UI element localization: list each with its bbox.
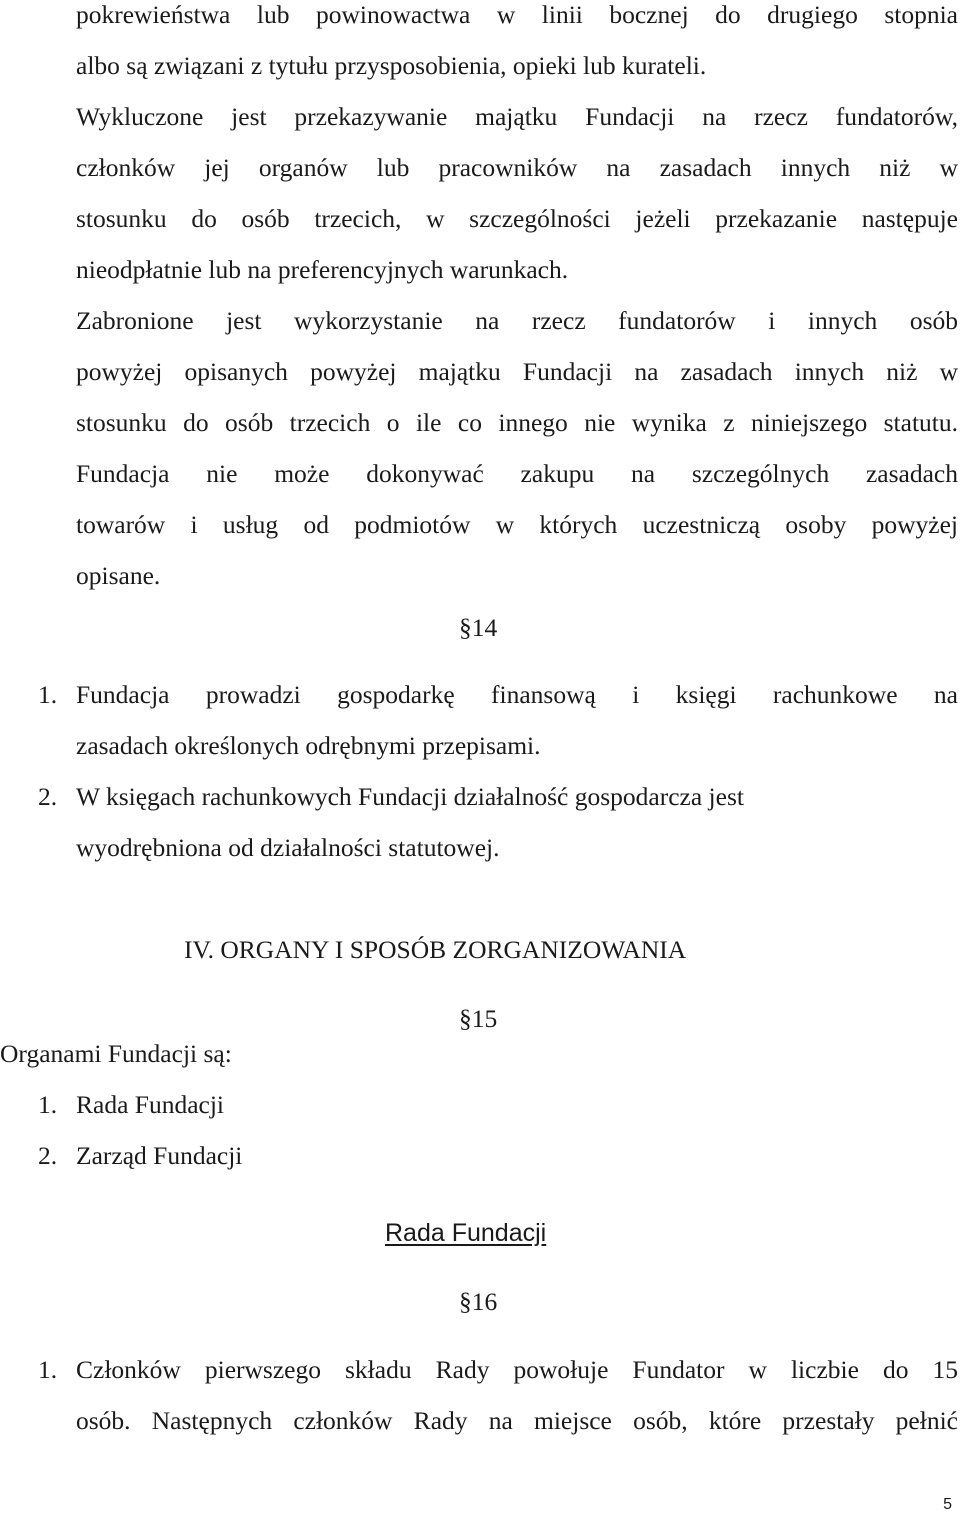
list-number: 2.	[38, 1141, 58, 1170]
paragraph-number-14: §14	[459, 613, 498, 642]
subheading: Rada Fundacji	[385, 1219, 547, 1247]
text-line: stosunku do osób trzecich o ile co innego nie wynika z niniejszego statutu.	[76, 408, 958, 437]
text-line: powyżej opisanych powyżej majątku Fundacji na zasadach innych niż w	[76, 357, 958, 386]
text-line: nieodpłatnie lub na preferencyjnych warunkach.	[76, 255, 569, 284]
text-line: opisane.	[76, 561, 161, 590]
list-number: 1.	[38, 1355, 58, 1384]
text-line: albo są związani z tytułu przysposobienia, opieki lub kurateli.	[76, 51, 707, 80]
text-line: pokrewieństwa lub powinowactwa w linii bocznej do drugiego stopnia	[76, 0, 958, 29]
section-heading: IV. ORGANY I SPOSÓB ZORGANIZOWANIA	[184, 935, 687, 964]
text-line: Fundacja nie może dokonywać zakupu na szczególnych zasadach	[76, 459, 958, 488]
text-line: Wykluczone jest przekazywanie majątku Fundacji na rzecz fundatorów,	[76, 102, 958, 131]
text-line: Fundacja prowadzi gospodarkę finansową i księgi rachunkowe na	[76, 680, 958, 709]
text-line: osób. Następnych członków Rady na miejsce osób, które przestały pełnić	[76, 1406, 958, 1435]
text-line: wyodrębniona od działalności statutowej.	[76, 833, 500, 862]
list-item: Zarząd Fundacji	[76, 1141, 243, 1170]
paragraph-number-15: §15	[459, 1004, 498, 1033]
text-line: stosunku do osób trzecich, w szczególności jeżeli przekazanie następuje	[76, 204, 958, 233]
text-line: członków jej organów lub pracowników na zasadach innych niż w	[76, 153, 958, 182]
page-number: 5	[943, 1496, 952, 1513]
text-line: W księgach rachunkowych Fundacji działalność gospodarcza jest	[76, 782, 744, 811]
list-number: 2.	[38, 782, 58, 811]
text-line: Organami Fundacji są:	[0, 1039, 232, 1068]
list-number: 1.	[38, 680, 58, 709]
text-line: towarów i usług od podmiotów w których uczestniczą osoby powyżej	[76, 510, 958, 539]
text-line: zasadach określonych odrębnymi przepisami.	[76, 731, 541, 760]
list-item: Rada Fundacji	[76, 1090, 225, 1119]
text-line: Zabronione jest wykorzystanie na rzecz fundatorów i innych osób	[76, 306, 958, 335]
paragraph-number-16: §16	[459, 1287, 498, 1316]
text-line: Członków pierwszego składu Rady powołuje Fundator w liczbie do 15	[76, 1355, 958, 1384]
list-number: 1.	[38, 1090, 58, 1119]
